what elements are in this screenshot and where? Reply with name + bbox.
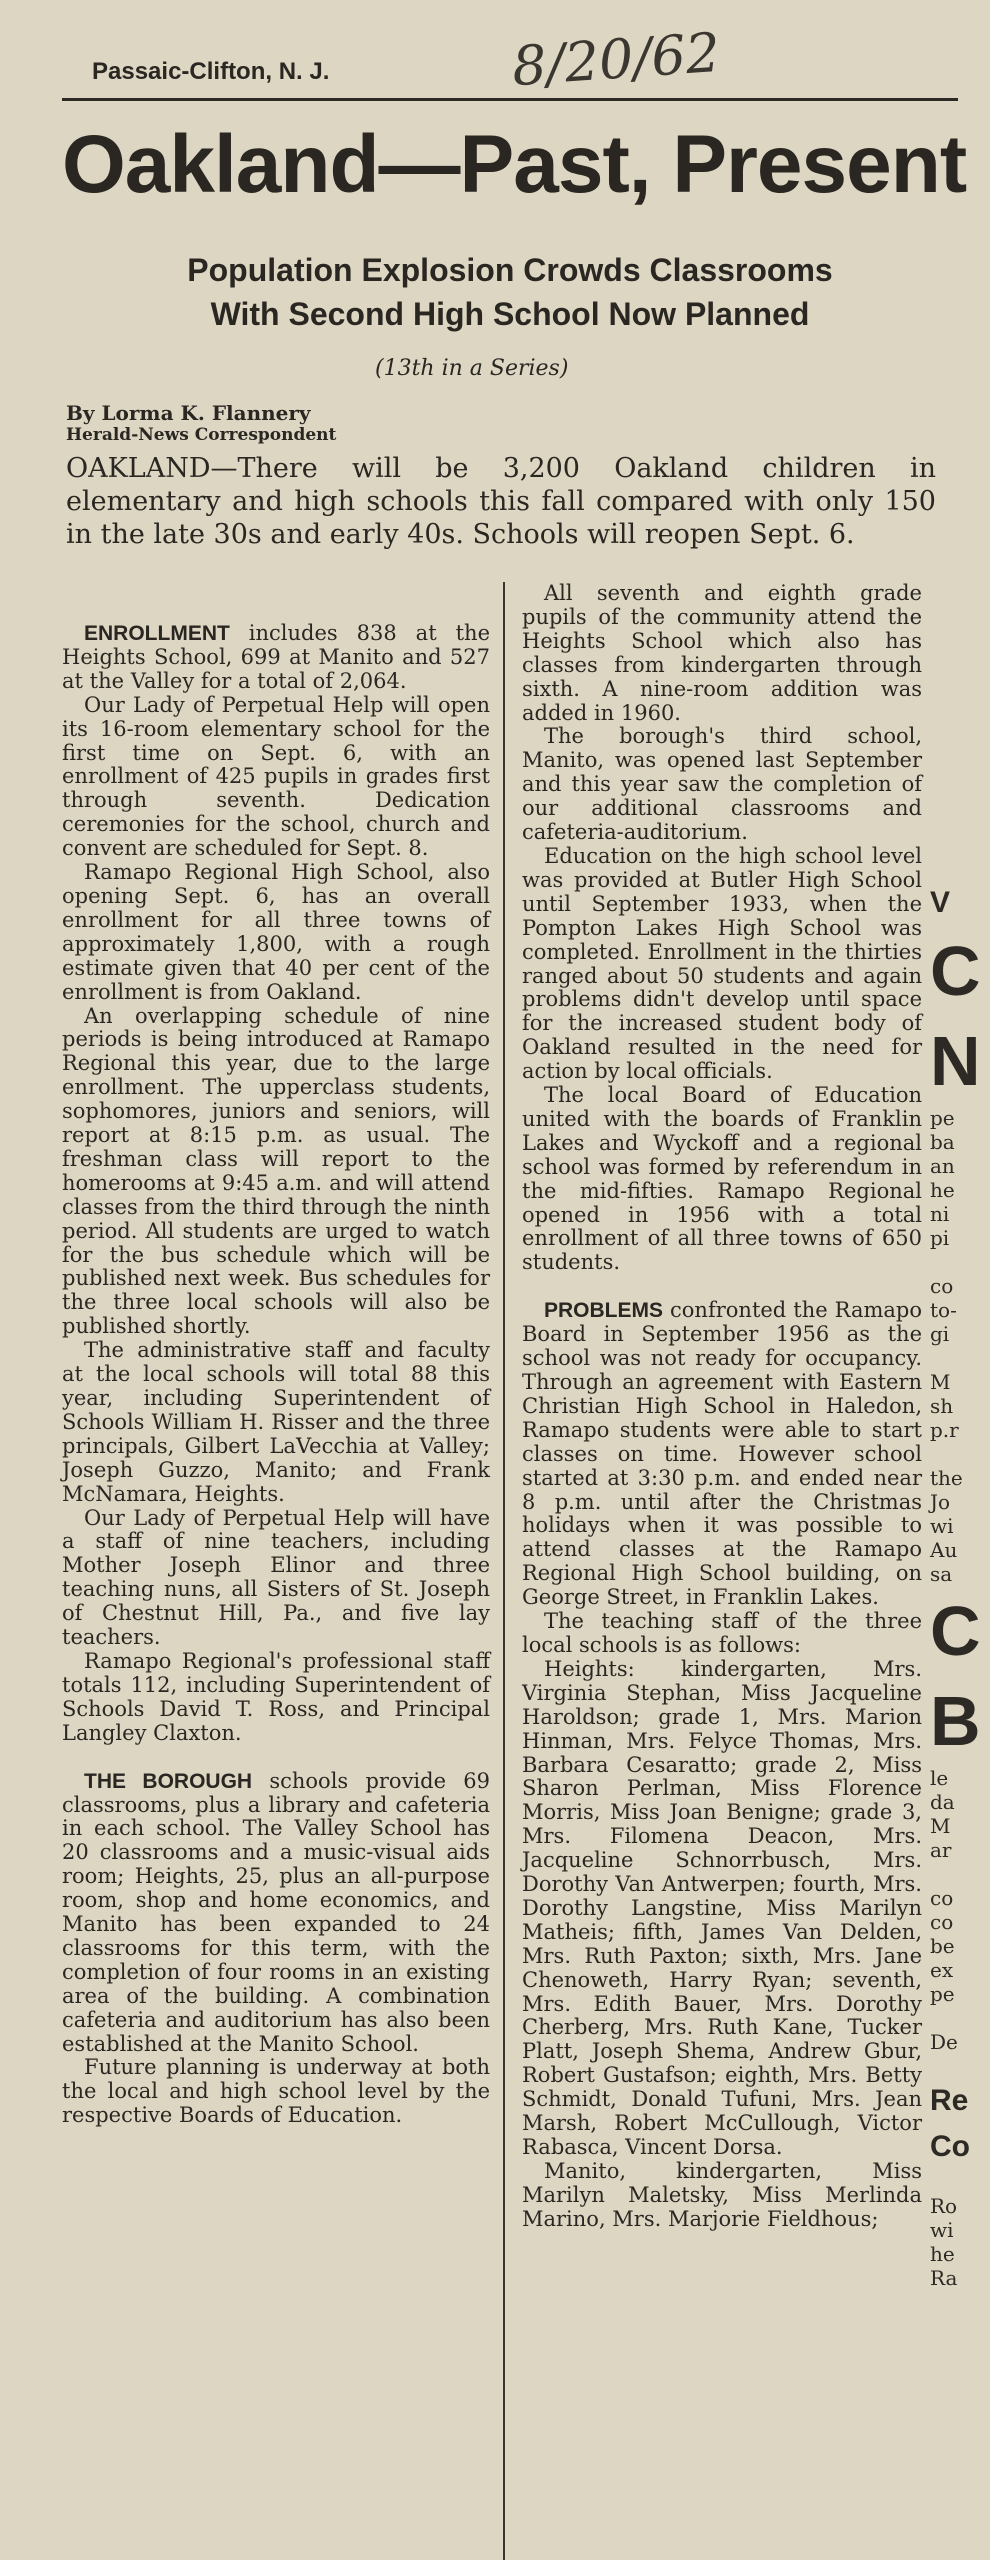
fragment-text: gi [930,1322,950,1346]
fragment-text: pe [930,1106,955,1130]
article-paragraph [522,1299,922,1610]
kicker: PROBLEMS [544,1299,664,1323]
fragment-text: M [930,1814,951,1838]
paragraph-text: schools provide 69 classrooms, plus a library and cafeteria in each school. The Valley School has 20 classrooms and a music-visual aids room; Heights, 25, plus an all-purpose room, shop and home economics, and Manito has been expanded to 24 classrooms for this term, with the completion of four rooms in an existing area of the building. A combination cafeteria and auditorium has also been established at the Manito School. [62,1768,490,2056]
fragment-letter: N [930,1022,981,1100]
kicker: ENROLLMENT [84,622,230,645]
article-paragraph: Ramapo Regional's professional staff totals 112, including Superintendent of Schools David T. Ross, and Principal Langley Claxton. [62,1648,490,1745]
fragment-text: an [930,1154,955,1178]
fragment-text: pe [930,1982,955,2006]
section-gap [62,1746,490,1770]
byline-author: By Lorma K. Flannery [66,401,311,425]
fragment-text: Au [930,1538,958,1562]
article-paragraph: All seventh and eighth grade pupils of the community attend the Heights School which also has classes from kindergarten through sixth. A nine-room addition was added in 1960. [522,581,922,725]
fragment-text: De [930,2030,958,2054]
fragment-letter: C [930,932,981,1010]
fragment-text: wi [930,1514,954,1538]
top-rule [62,98,958,101]
fragment-text: sa [930,1562,953,1586]
adjacent-article-fragment [930,880,990,2290]
fragment-text: le [930,1766,949,1790]
fragment-text: the [930,1466,963,1490]
kicker: THE BOROUGH [84,1769,253,1793]
left-column [62,622,490,2128]
byline-role: Herald-News Correspondent [66,425,337,445]
article-paragraph: Heights: kindergarten, Mrs. Virginia Stephan, Miss Jacqueline Haroldson; grade 1, Mrs. Marion Hinman, Mrs. Felyce Thomas, Mrs. Barbara Cesaratto; grade 2, Miss Sharon Perlman, Miss Florence Morris, Miss Joan Benigne; grade 3, Mrs. Filomena Deacon, Mrs. Jacqueline Schnorrbusch, Mrs. Dorothy Van Antwerpen; fourth, Mrs. Dorothy Langstine, Miss Marilyn Matheis; fifth, James Van Delden, Mrs. Ruth Paxton; sixth, Mrs. Jane Chenoweth, Harry Ryan; seventh, Mrs. Edith Bauer, Mrs. Dorothy Cherberg, Mrs. Ruth Kane, Tucker Platt, Joseph Shema, Andrew Gbur, Robert Gustafson; eighth, Mrs. Betty Schmidt, Donald Tufuni, Mrs. Jean Marsh, Robert McCullough, Victor Rabasca, Vincent Dorsa. [522,1656,922,2159]
fragment-letter: V [930,886,951,919]
fragment-text: p.r [930,1418,959,1442]
lede-paragraph: OAKLAND—There will be 3,200 Oakland children in elementary and high schools this fall compared with only 150 in the late 30s and early 40s. Schools will reopen Sept. 6. [66,453,936,550]
article-paragraph: Our Lady of Perpetual Help will open its 16-room elementary school for the first time on Sept. 6, with an enrollment of 425 pupils in grades first through seventh. Dedication ceremonies for the school, church and convent are scheduled for Sept. 8. [62,692,490,861]
fragment-text: ar [930,1838,952,1862]
headline: Oakland—Past, Present [62,119,967,210]
article-paragraph: The borough's third school, Manito, was opened last September and this year saw the completion of our additional classrooms and cafeteria-auditorium. [522,724,922,845]
fragment-text: co [930,1886,954,1910]
fragment-text: da [930,1790,955,1814]
article-paragraph [62,622,490,694]
article-paragraph: Manito, kindergarten, Miss Marilyn Maletsky, Miss Merlinda Marino, Mrs. Marjorie Fieldhous; [522,2158,922,2231]
fragment-text: co [930,1274,954,1298]
article-paragraph: Ramapo Regional High School, also opening Sept. 6, has an overall enrollment for all three towns of approximately 1,800, with a rough estimate given that 40 per cent of the enrollment is from Oakland. [62,860,490,1004]
section-gap [522,1275,922,1299]
fragment-text: Ro [930,2194,958,2218]
column-rule [503,582,505,2560]
fragment-text: Ra [930,2266,958,2290]
fragment-letter: Co [930,2130,970,2163]
fragment-letter: Re [930,2084,969,2117]
byline [66,402,336,446]
fragment-text: Jo [930,1490,951,1514]
fragment-text: be [930,1934,955,1958]
fragment-letter: C [930,1592,981,1670]
fragment-text: ni [930,1202,950,1226]
right-column [522,582,922,2232]
article-paragraph: The local Board of Education united with the boards of Franklin Lakes and Wyckoff and a regional school was formed by referendum in the mid-fifties. Ramapo Regional opened in 1956 with a total enrollment of all three towns of 650 students. [522,1083,922,1275]
subhead [100,248,920,336]
subhead-line: Population Explosion Crowds Classrooms [187,252,833,288]
fragment-text: he [930,1178,955,1202]
article-paragraph: Education on the high school level was provided at Butler High School until September 1933, when the Pompton Lakes High School was completed. Enrollment in the thirties ranged about 50 students and again problems didn't develop until space for the increased student body of Oakland resulted in the need for action by local officials. [522,843,922,1084]
article-paragraph: The teaching staff of the three local schools is as follows: [522,1609,922,1657]
fragment-text: ba [930,1130,955,1154]
article-paragraph: Our Lady of Perpetual Help will have a staff of nine teachers, including Mother Joseph Elinor and three teaching nuns, all Sisters of St. Joseph of Chestnut Hill, Pa., and five lay teachers. [62,1505,490,1650]
handwritten-date: 8/20/62 [510,20,723,99]
fragment-text: he [930,2242,955,2266]
fragment-text: to- [930,1298,957,1322]
dateline: Passaic-Clifton, N. J. [92,58,330,85]
fragment-text: ex [930,1958,954,1982]
paragraph-text: confronted the Ramapo Board in September 1956 as the school was not ready for occupancy. Through an agreement with Eastern Christian High School in Haledon, Ramapo students were able to start classes on time. However school started at 3:30 p.m. and ended near 8 p.m. until after the Christmas holidays when it was possible to attend classes at the Ramapo Regional High School building, on George Street, in Franklin Lakes. [522,1298,922,1610]
fragment-text: co [930,1910,954,1934]
fragment-text: M [930,1370,951,1394]
subhead-line: With Second High School Now Planned [210,296,810,332]
fragment-letter: B [930,1682,981,1760]
article-paragraph: An overlapping schedule of nine periods is being introduced at Ramapo Regional this year, due to the large enrollment. The upperclass students, sophomores, juniors and seniors, will report at 8:15 p.m. as usual. The freshman class will report to the homerooms at 9:45 a.m. and will attend classes from the third through the ninth period. All students are urged to watch for the bus schedule which will be published next week. Bus schedules for the three local schools will also be published shortly. [62,1003,490,1339]
fragment-text: sh [930,1394,954,1418]
article-paragraph [62,1770,490,2057]
fragment-text: pi [930,1226,950,1250]
article-paragraph: Future planning is underway at both the local and high school level by the respective Boards of Education. [62,2055,490,2128]
paragraph-text: includes 838 at the Heights School, 699 at Manito and 527 at the Valley for a total of 2,064. [62,621,490,693]
article-paragraph: The administrative staff and faculty at the local schools will total 88 this year, including Superintendent of Schools William H. Risser and the three principals, Gilbert LaVecchia at Valley; Joseph Guzzo, Manito; and Frank McNamara, Heights. [62,1338,490,1506]
series-label: (13th in a Series) [375,356,569,381]
fragment-text: wi [930,2218,954,2242]
